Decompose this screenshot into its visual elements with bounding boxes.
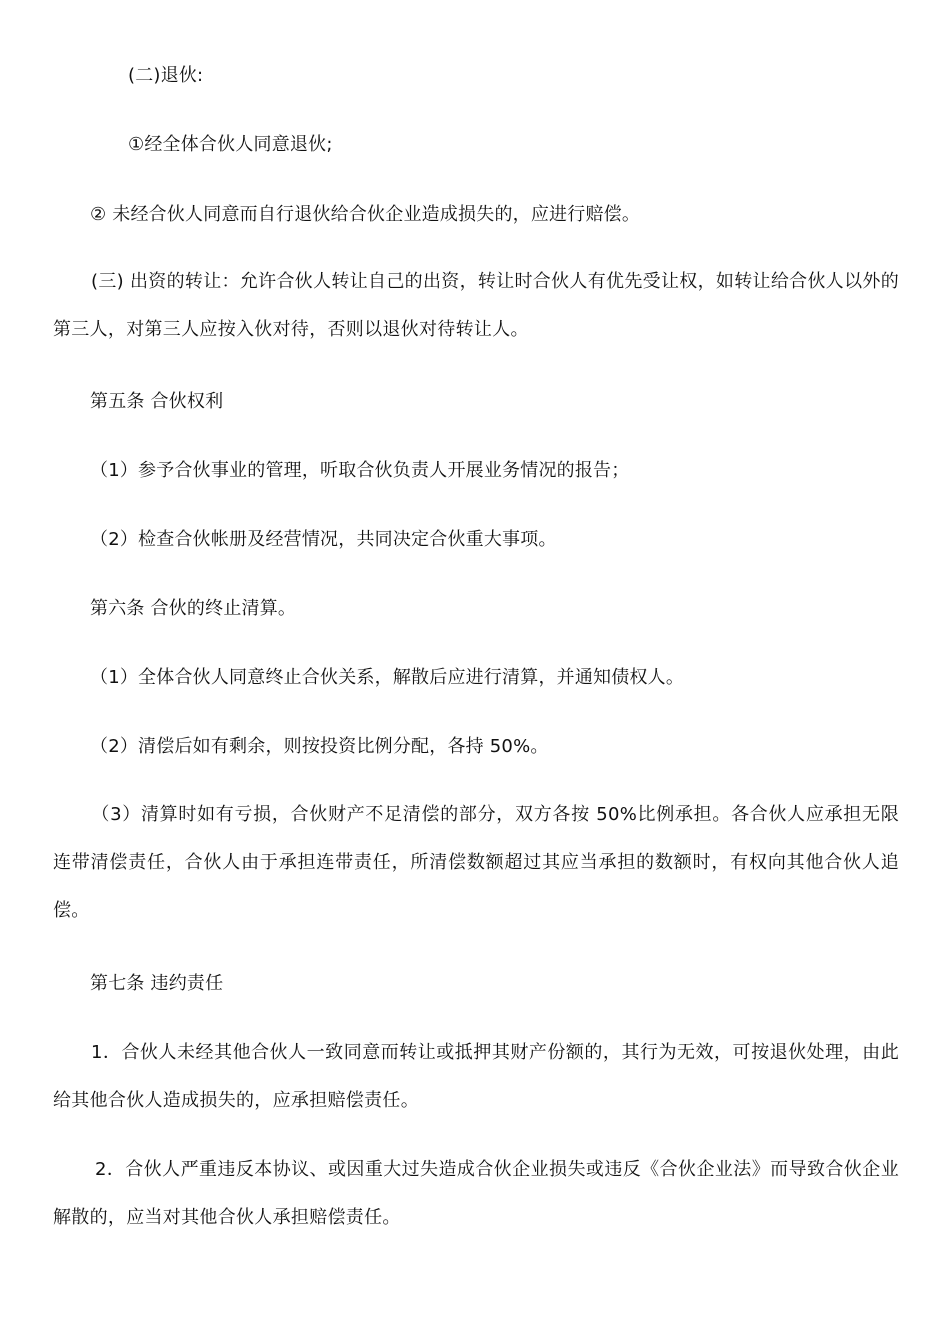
- article-7-item-2-text: 2．合伙人严重违反本协议、或因重大过失造成合伙企业损失或违反《合伙企业法》而导致合伙企业解散的，应当对其他合伙人承担赔偿责任。: [53, 1159, 899, 1228]
- article-7-title: 第七条 违约责任: [90, 973, 224, 994]
- article-6-item-1: （1）全体合伙人同意终止合伙关系，解散后应进行清算，并通知债权人。: [90, 667, 685, 688]
- article-7-item-1-text: 1．合伙人未经其他合伙人一致同意而转让或抵押其财产份额的，其行为无效，可按退伙处理，由此给其他合伙人造成损失的，应承担赔偿责任。: [53, 1042, 899, 1111]
- transfer-clause: [53, 258, 899, 354]
- article-7-item-1: [53, 1029, 899, 1125]
- article-5-title: 第五条 合伙权利: [90, 391, 224, 412]
- article-6-item-2: （2）清偿后如有剩余，则按投资比例分配，各持 50%。: [90, 736, 549, 757]
- article-7-item-2: [53, 1146, 899, 1242]
- article-6-item-3-text: （3）清算时如有亏损，合伙财产不足清偿的部分，双方各按 50%比例承担。各合伙人应承担无限连带清偿责任，合伙人由于承担连带责任，所清偿数额超过其应当承担的数额时，有权向其他合伙人追偿。: [53, 804, 899, 921]
- withdrawal-item-1: ①经全体合伙人同意退伙;: [128, 134, 333, 155]
- article-6-item-3: [53, 791, 899, 935]
- transfer-clause-text: (三) 出资的转让：允许合伙人转让自己的出资，转让时合伙人有优先受让权，如转让给合伙人以外的第三人，对第三人应按入伙对待，否则以退伙对待转让人。: [53, 271, 899, 340]
- withdrawal-item-2: ② 未经合伙人同意而自行退伙给合伙企业造成损失的，应进行赔偿。: [90, 204, 641, 225]
- article-5-item-2: （2）检查合伙帐册及经营情况，共同决定合伙重大事项。: [90, 529, 557, 550]
- withdrawal-heading: (二)退伙:: [128, 65, 204, 86]
- article-6-title: 第六条 合伙的终止清算。: [90, 598, 297, 619]
- article-5-item-1: （1）参予合伙事业的管理，听取合伙负责人开展业务情况的报告；: [90, 460, 630, 481]
